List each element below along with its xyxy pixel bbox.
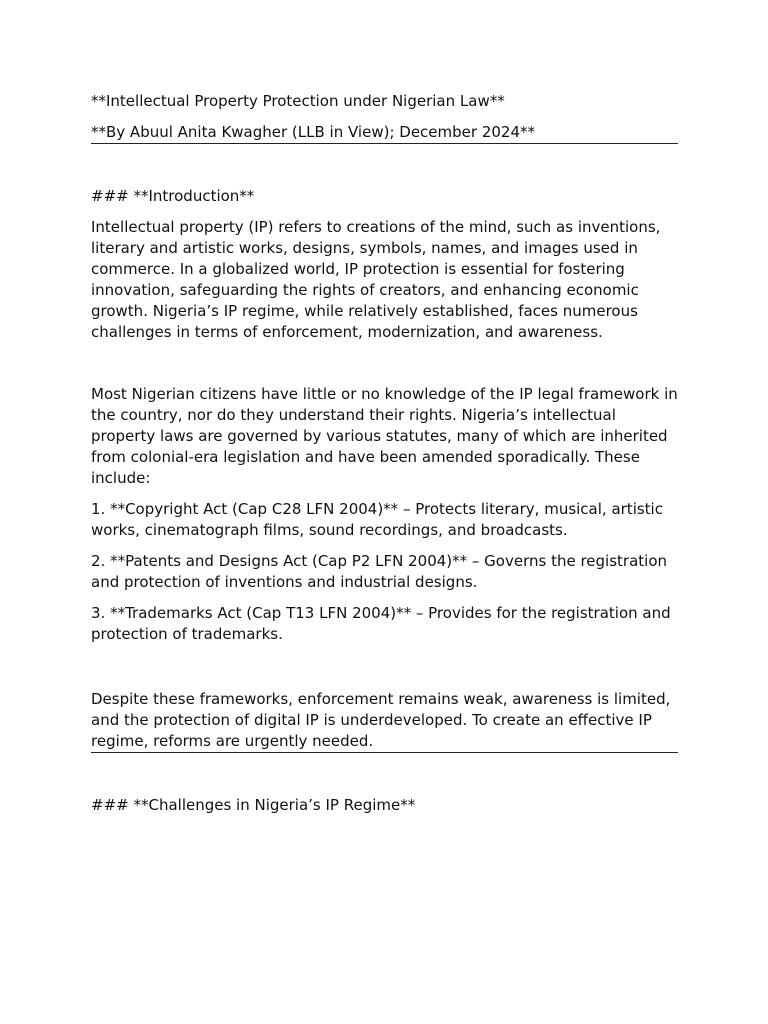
introduction-closing-paragraph: Despite these frameworks, enforcement remains weak, awareness is limited, and the protection of digital IP is underdeveloped. To create an effective IP regime, reforms are urgently needed. xyxy=(91,690,671,750)
section-heading-introduction: ### **Introduction** xyxy=(91,187,255,205)
list-item-copyright-act: 1. **Copyright Act (Cap C28 LFN 2004)** – Protects literary, musical, artistic works, cinematograph films, sound recordings, and broadcasts. xyxy=(91,500,663,539)
document-byline: **By Abuul Anita Kwagher (LLB in View); December 2024** xyxy=(91,123,535,141)
list-item-patents-designs-act: 2. **Patents and Designs Act (Cap P2 LFN 2004)** – Governs the registration and protection of inventions and industrial designs. xyxy=(91,552,668,591)
section-heading-challenges: ### **Challenges in Nigeria’s IP Regime** xyxy=(91,796,416,814)
list-item-trademarks-act: 3. **Trademarks Act (Cap T13 LFN 2004)** – Provides for the registration and protection of trademarks. xyxy=(91,604,671,643)
document-page xyxy=(91,91,681,816)
introduction-paragraph-2: Most Nigerian citizens have little or no knowledge of the IP legal framework in the country, nor do they understand their rights. Nigeria’s intellectual property laws are governed by various statutes, many of which are inherited from colonial-era legislation and have been amended sporadically. These include: xyxy=(91,385,678,487)
section-divider xyxy=(91,143,678,144)
section-divider xyxy=(91,752,678,753)
introduction-paragraph-1: Intellectual property (IP) refers to creations of the mind, such as inventions, literary and artistic works, designs, symbols, names, and images used in commerce. In a globalized world, IP protection is essential for fostering innovation, safeguarding the rights of creators, and enhancing economic growth. Nigeria’s IP regime, while relatively established, faces numerous challenges in terms of enforcement, modernization, and awareness. xyxy=(91,218,661,341)
document-title: **Intellectual Property Protection under Nigerian Law** xyxy=(91,92,505,110)
